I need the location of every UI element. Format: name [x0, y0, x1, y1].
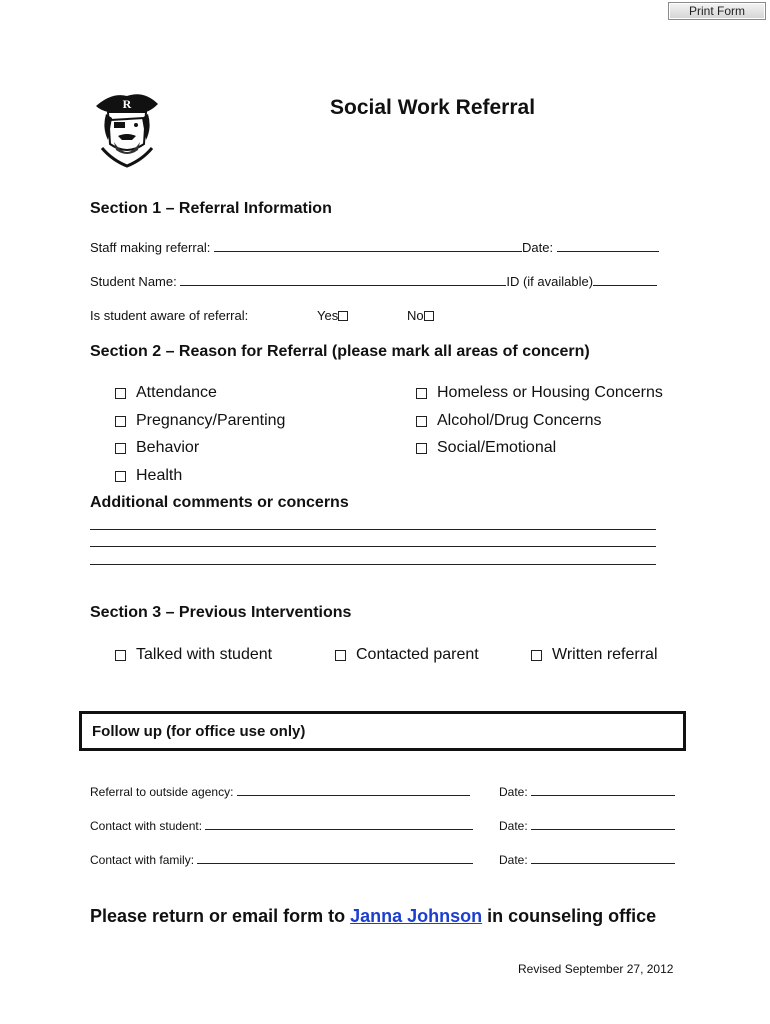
- staff-row: [90, 239, 659, 255]
- option-label: Attendance: [136, 384, 217, 401]
- date-label: Date:: [499, 853, 528, 867]
- id-field[interactable]: [593, 273, 657, 286]
- checkbox[interactable]: [115, 388, 126, 399]
- yes-label: Yes: [317, 308, 339, 323]
- checkbox[interactable]: [115, 416, 126, 427]
- contact-family-date-field[interactable]: [531, 851, 675, 864]
- staff-label: Staff making referral:: [90, 240, 211, 255]
- option-label: Health: [136, 467, 183, 484]
- option-contacted-parent[interactable]: [335, 646, 479, 664]
- checkbox[interactable]: [531, 650, 542, 661]
- comments-line-2[interactable]: [90, 546, 656, 547]
- agency-date-row: [499, 783, 675, 799]
- date-label: Date:: [499, 785, 528, 799]
- followup-box: [79, 711, 686, 751]
- contact-student-date-row: [499, 817, 675, 833]
- checkbox[interactable]: [115, 471, 126, 482]
- option-label: Social/Emotional: [437, 439, 557, 456]
- pirate-logo: [92, 88, 162, 168]
- return-prefix: Please return or email form to: [90, 906, 351, 926]
- return-instructions: [90, 906, 656, 927]
- agency-date-field[interactable]: [531, 783, 675, 796]
- option-label: Written referral: [552, 646, 658, 663]
- option-attendance[interactable]: [115, 384, 217, 402]
- option-label: Talked with student: [136, 646, 273, 663]
- agency-row: [90, 783, 470, 799]
- comments-line-1[interactable]: [90, 529, 656, 530]
- page-title: Social Work Referral: [330, 96, 536, 119]
- option-talked-with-student[interactable]: [115, 646, 272, 664]
- yes-checkbox[interactable]: [338, 311, 348, 321]
- comments-line-3[interactable]: [90, 564, 656, 565]
- aware-label: Is student aware of referral:: [90, 308, 249, 323]
- contact-family-row: [90, 851, 473, 867]
- student-row: [90, 273, 657, 289]
- student-name-label: Student Name:: [90, 274, 177, 289]
- date-label: Date:: [499, 819, 528, 833]
- yes-option[interactable]: [317, 308, 348, 323]
- contact-student-row: [90, 817, 473, 833]
- agency-label: Referral to outside agency:: [90, 785, 234, 799]
- followup-heading: Follow up (for office use only): [92, 722, 306, 740]
- date-field[interactable]: [557, 239, 659, 252]
- logo-letter: R: [122, 97, 132, 111]
- section2-heading: Section 2 – Reason for Referral (please mark all areas of concern): [90, 343, 590, 360]
- option-written-referral[interactable]: [531, 646, 658, 664]
- option-homeless-housing[interactable]: [416, 384, 663, 402]
- checkbox[interactable]: [416, 443, 427, 454]
- option-social-emotional[interactable]: [416, 439, 556, 457]
- checkbox[interactable]: [115, 650, 126, 661]
- option-label: Alcohol/Drug Concerns: [437, 412, 602, 429]
- student-name-field[interactable]: [180, 273, 506, 286]
- checkbox[interactable]: [416, 388, 427, 399]
- date-label: Date:: [522, 240, 554, 255]
- checkbox[interactable]: [416, 416, 427, 427]
- option-label: Behavior: [136, 439, 200, 456]
- revised-date: Revised September 27, 2012: [518, 962, 674, 976]
- option-behavior[interactable]: [115, 439, 199, 457]
- option-health[interactable]: [115, 467, 182, 485]
- staff-field[interactable]: [214, 239, 522, 252]
- checkbox[interactable]: [115, 443, 126, 454]
- email-link[interactable]: Janna Johnson: [350, 906, 483, 926]
- id-label: ID (if available): [506, 274, 594, 289]
- no-checkbox[interactable]: [424, 311, 434, 321]
- comments-heading: Additional comments or concerns: [90, 494, 349, 511]
- contact-family-date-row: [499, 851, 675, 867]
- return-suffix: in counseling office: [482, 906, 657, 926]
- agency-field[interactable]: [237, 783, 470, 796]
- contact-student-date-field[interactable]: [531, 817, 675, 830]
- option-label: Pregnancy/Parenting: [136, 412, 286, 429]
- no-option[interactable]: [407, 308, 434, 323]
- print-form-button[interactable]: Print Form: [668, 2, 766, 20]
- contact-family-field[interactable]: [197, 851, 473, 864]
- option-alcohol-drug[interactable]: [416, 412, 602, 430]
- no-label: No: [407, 308, 424, 323]
- option-pregnancy-parenting[interactable]: [115, 412, 285, 430]
- option-label: Contacted parent: [356, 646, 479, 663]
- contact-student-field[interactable]: [205, 817, 473, 830]
- section1-heading: Section 1 – Referral Information: [90, 200, 332, 217]
- option-label: Homeless or Housing Concerns: [437, 384, 663, 401]
- checkbox[interactable]: [335, 650, 346, 661]
- section3-heading: Section 3 – Previous Interventions: [90, 604, 352, 621]
- contact-family-label: Contact with family:: [90, 853, 195, 867]
- contact-student-label: Contact with student:: [90, 819, 203, 833]
